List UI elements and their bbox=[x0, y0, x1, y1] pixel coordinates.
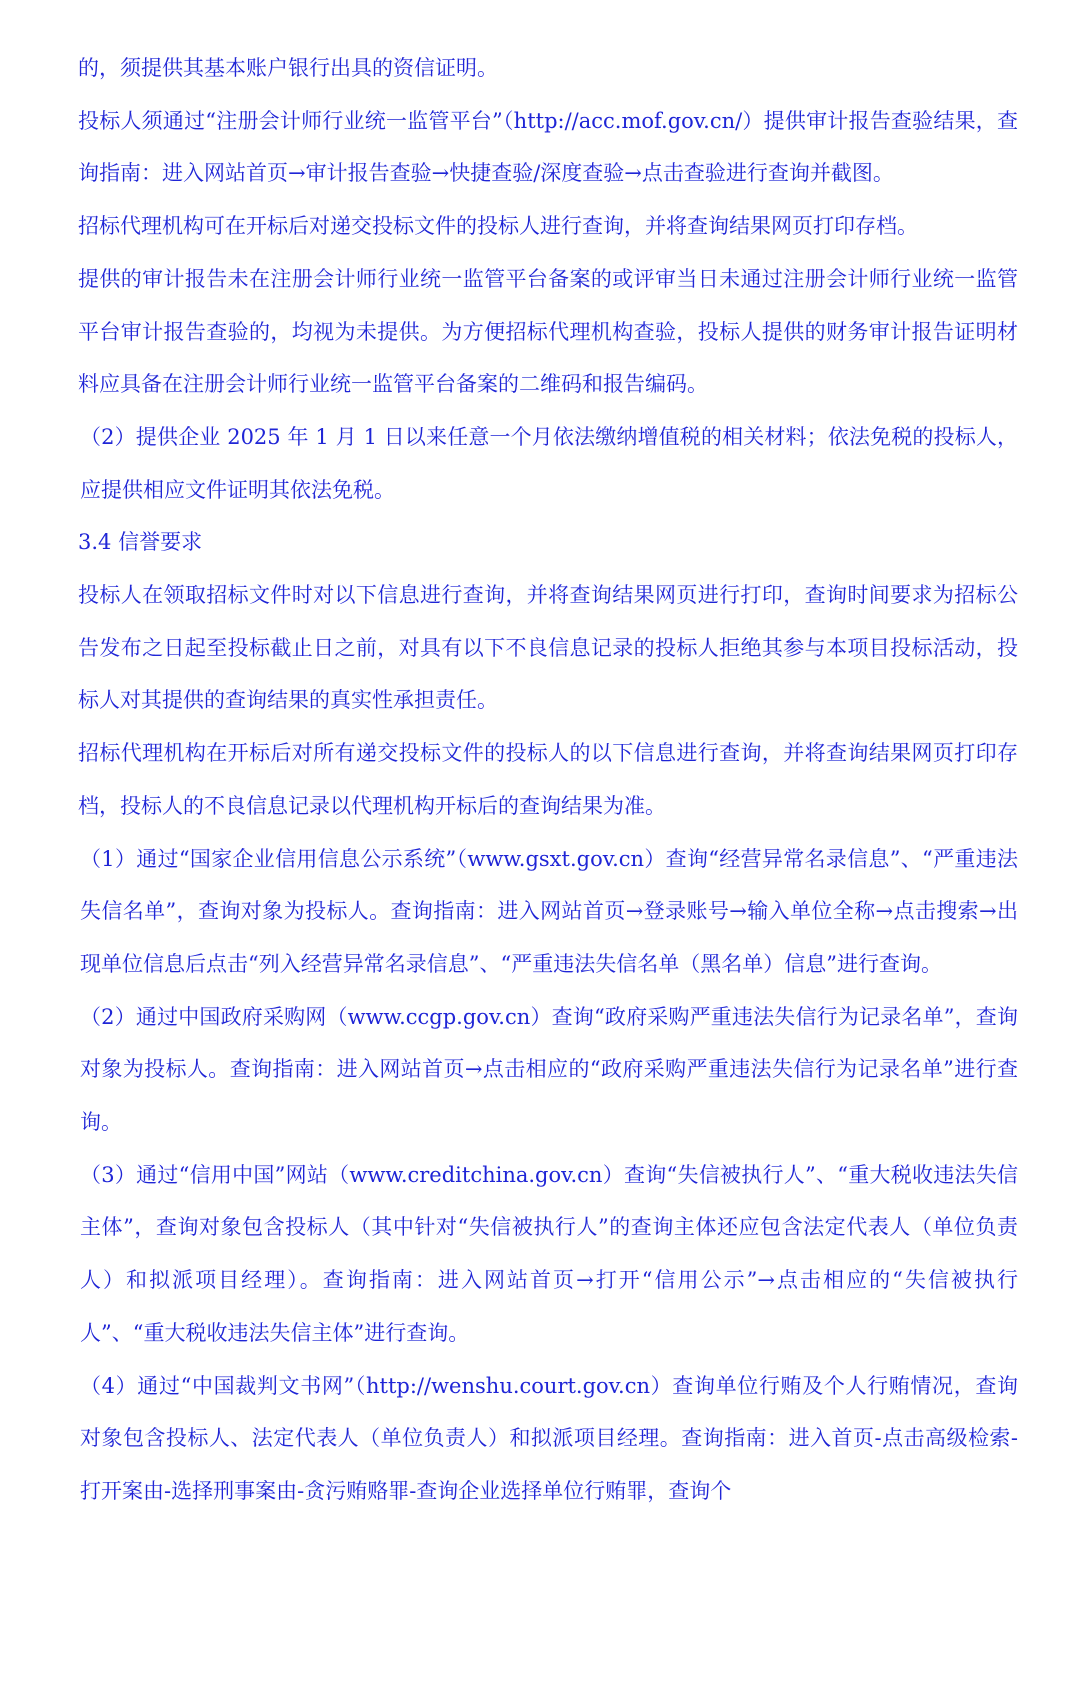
paragraph-audit-report-not-filed: 提供的审计报告未在注册会计师行业统一监管平台备案的或评审当日未通过注册会计师行业统一监管平台审计报告查验的，均视为未提供。为方便招标代理机构查验，投标人提供的财务审计报告证明材料应具备在注册会计师行业统一监管平台备案的二维码和报告编码。 bbox=[78, 266, 1018, 397]
paragraph-bank-credit-proof: 的，须提供其基本账户银行出具的资信证明。 bbox=[78, 56, 498, 80]
paragraph-query-ccgp: （2）通过中国政府采购网（www.ccgp.gov.cn）查询“政府采购严重违法失信行为记录名单”，查询对象为投标人。查询指南：进入网站首页→点击相应的“政府采购严重违法失信行为记录名单”进行查询。 bbox=[80, 1004, 1018, 1135]
paragraph-query-gsxt: （1）通过“国家企业信用信息公示系统”（www.gsxt.gov.cn）查询“经营异常名录信息”、“严重违法失信名单”，查询对象为投标人。查询指南：进入网站首页→登录账号→输入单位全称→点击搜索→出现单位信息后点击“列入经营异常名录信息”、“严重违法失信名单（黑名单）信息”进行查询。 bbox=[80, 846, 1018, 976]
paragraph-agency-query-archive: 招标代理机构可在开标后对递交投标文件的投标人进行查询，并将查询结果网页打印存档。 bbox=[78, 214, 918, 239]
paragraph-vat-materials: （2）提供企业 2025 年 1 月 1 日以来任意一个月依法缴纳增值税的相关材料；依法免税的投标人，应提供相应文件证明其依法免税。 bbox=[80, 424, 1018, 502]
paragraph-query-creditchina: （3）通过“信用中国”网站（www.creditchina.gov.cn）查询“失信被执行人”、“重大税收违法失信主体”，查询对象包含投标人（其中针对“失信被执行人”的查询主体还应包含法定代表人（单位负责人）和拟派项目经理）。查询指南：进入网站首页→打开“信用公示”→点击相应的“失信被执行人”、“重大税收违法失信主体”进行查询。 bbox=[80, 1162, 1018, 1345]
paragraph-query-wenshu: （4）通过“中国裁判文书网”（http://wenshu.court.gov.cn）查询单位行贿及个人行贿情况，查询对象包含投标人、法定代表人（单位负责人）和拟派项目经理。查询指南：进入首页-点击高级检索-打开案由-选择刑事案由-贪污贿赂罪-查询企业选择单位行贿罪，查询个 bbox=[80, 1373, 1018, 1503]
section-heading-credit-requirements: 3.4 信誉要求 bbox=[78, 530, 203, 555]
paragraph-bidder-query: 投标人在领取招标文件时对以下信息进行查询，并将查询结果网页进行打印，查询时间要求为招标公告发布之日起至投标截止日之前，对具有以下不良信息记录的投标人拒绝其参与本项目投标活动，投标人对其提供的查询结果的真实性承担责任。 bbox=[78, 583, 1018, 713]
paragraph-agency-query: 招标代理机构在开标后对所有递交投标文件的投标人的以下信息进行查询，并将查询结果网页打印存档，投标人的不良信息记录以代理机构开标后的查询结果为准。 bbox=[78, 741, 1018, 818]
paragraph-audit-report-verification: 投标人须通过“注册会计师行业统一监管平台”（http://acc.mof.gov.cn/）提供审计报告查验结果，查询指南：进入网站首页→审计报告查验→快捷查验/深度查验→点击查验进行查询并截图。 bbox=[78, 108, 1018, 186]
document-body bbox=[78, 42, 1018, 1518]
